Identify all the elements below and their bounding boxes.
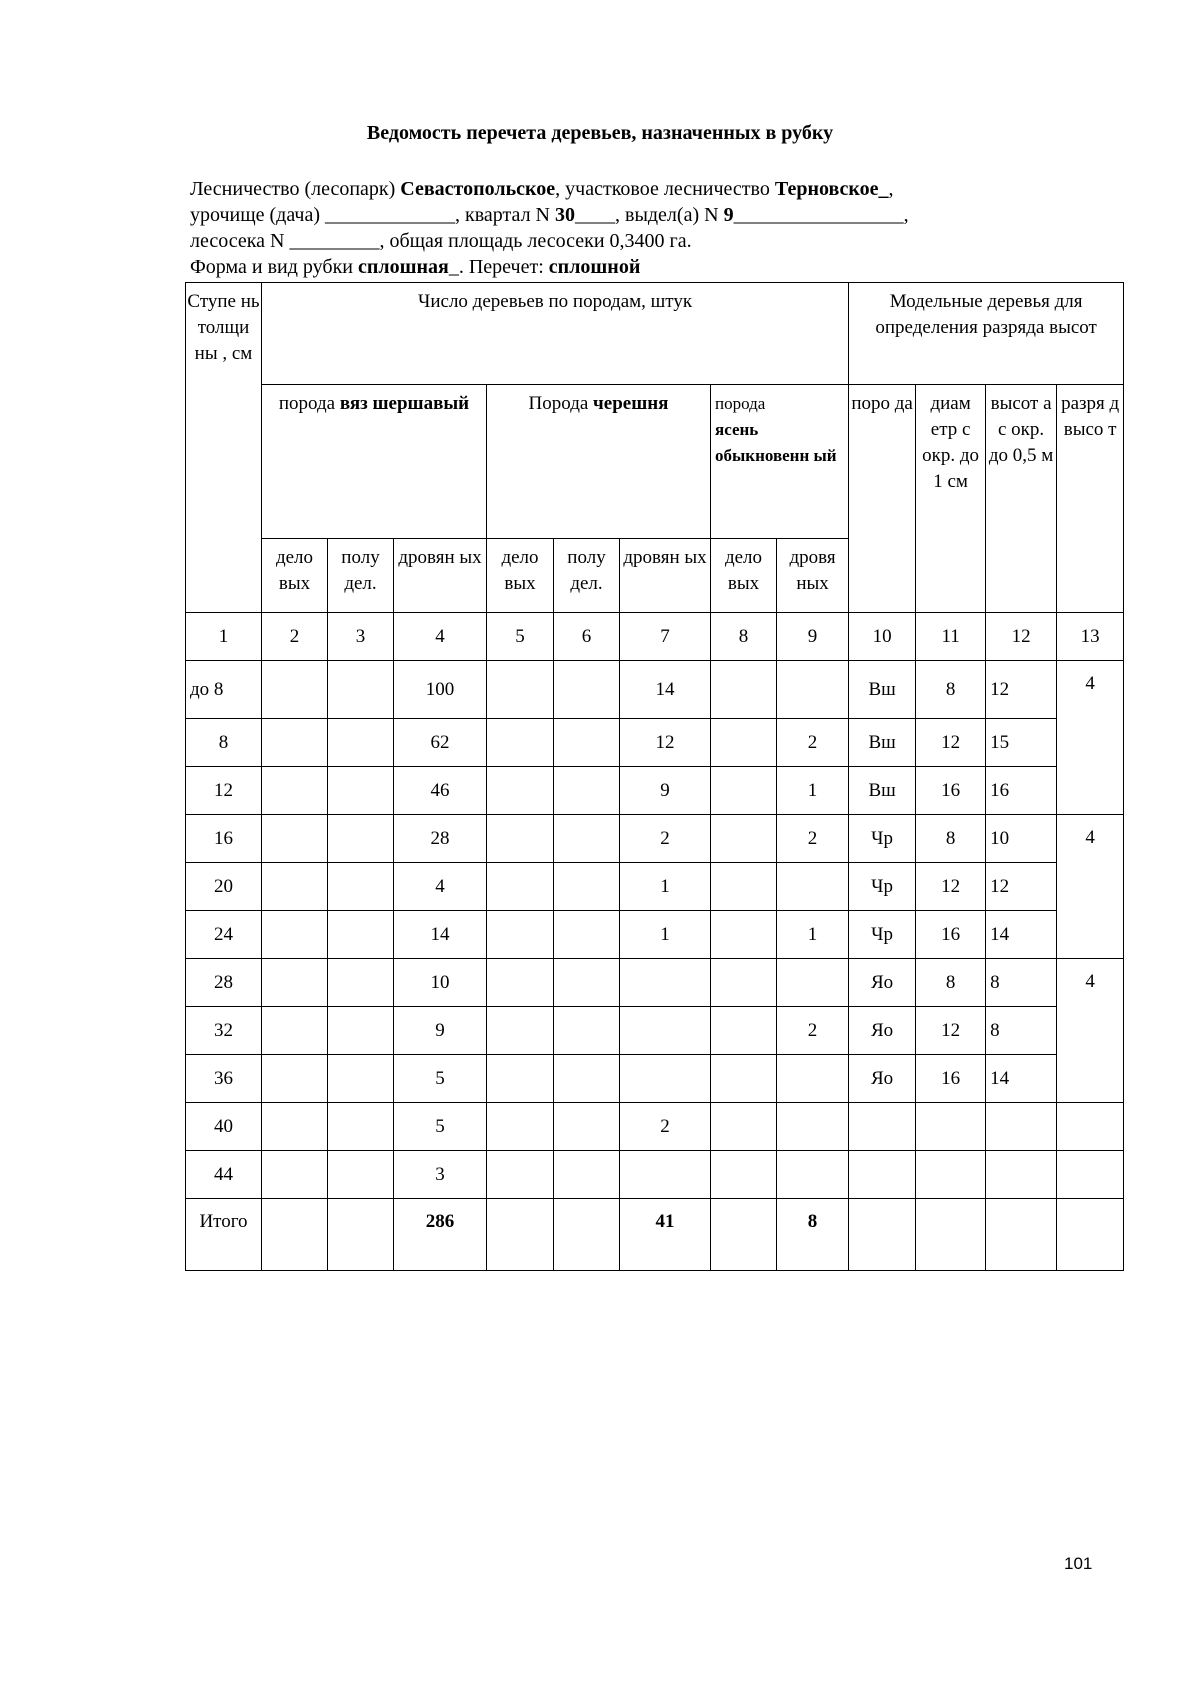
table-cell (711, 1055, 777, 1103)
table-cell (328, 863, 394, 911)
total-cell: 286 (394, 1199, 487, 1271)
table-cell: 12 (916, 1007, 986, 1055)
total-cell: 8 (777, 1199, 849, 1271)
height-class-cell: 4 (1057, 661, 1124, 815)
table-cell: 12 (916, 863, 986, 911)
tree-count-table (185, 282, 1124, 1271)
table-cell: Яо (849, 1007, 916, 1055)
header-line-3: лесосека N _________, общая площадь лесосеки 0,3400 га. (190, 230, 692, 252)
total-cell (849, 1199, 916, 1271)
table-cell (986, 1151, 1057, 1199)
table-cell (328, 719, 394, 767)
page-number: 101 (1064, 1554, 1093, 1573)
table-cell: 10 (394, 959, 487, 1007)
total-cell (554, 1199, 620, 1271)
model-col-species: поро да (849, 385, 916, 613)
table-cell (554, 767, 620, 815)
table-cell: 2 (620, 1103, 711, 1151)
model-trees-header: Модельные деревья для определения разряда высот (849, 283, 1124, 385)
table-cell: 5 (394, 1103, 487, 1151)
table-cell: 16 (916, 1055, 986, 1103)
header-line-2: урочище (дача) _____________, квартал N 30____, выдел(а) N 9_________________, (190, 204, 909, 226)
sub-header: полу дел. (554, 539, 620, 613)
table-cell (554, 863, 620, 911)
table-cell (711, 1007, 777, 1055)
table-cell (554, 1151, 620, 1199)
column-number: 11 (916, 613, 986, 661)
species-header-elm: порода вяз шершавый (262, 385, 487, 539)
table-cell (711, 911, 777, 959)
table-cell: 10 (986, 815, 1057, 863)
table-cell: Яо (849, 959, 916, 1007)
sub-header: дело вых (262, 539, 328, 613)
species-header-cherry: Порода черешня (487, 385, 711, 539)
table-cell: Яо (849, 1055, 916, 1103)
table-cell: 12 (986, 863, 1057, 911)
table-cell (554, 1103, 620, 1151)
table-row (186, 863, 1124, 911)
table-cell (1057, 1103, 1124, 1151)
table-cell (328, 815, 394, 863)
total-cell (487, 1199, 554, 1271)
table-cell (262, 911, 328, 959)
table-cell (262, 1151, 328, 1199)
table-row (186, 1151, 1124, 1199)
table-cell: 5 (394, 1055, 487, 1103)
column-number: 4 (394, 613, 487, 661)
table-row (186, 959, 1124, 1007)
table-cell: 1 (777, 767, 849, 815)
table-cell: Вш (849, 661, 916, 719)
table-cell (620, 1007, 711, 1055)
table-cell: 15 (986, 719, 1057, 767)
table-cell (554, 959, 620, 1007)
table-cell (328, 959, 394, 1007)
diameter-step-header: Ступе нь толщи ны , см (186, 283, 262, 613)
table-cell: 20 (186, 863, 262, 911)
table-cell: 8 (986, 1007, 1057, 1055)
table-cell (262, 719, 328, 767)
sub-header: дело вых (711, 539, 777, 613)
table-cell (849, 1151, 916, 1199)
table-cell: 14 (986, 911, 1057, 959)
table-row (186, 1007, 1124, 1055)
table-row (186, 1103, 1124, 1151)
table-cell: 16 (986, 767, 1057, 815)
table-cell: 8 (916, 959, 986, 1007)
table-cell (328, 767, 394, 815)
table-cell: Вш (849, 719, 916, 767)
table-cell (986, 1103, 1057, 1151)
total-cell (1057, 1199, 1124, 1271)
table-cell: 40 (186, 1103, 262, 1151)
table-cell (487, 1103, 554, 1151)
table-cell: 4 (394, 863, 487, 911)
table-cell (1057, 1151, 1124, 1199)
table-cell: 14 (394, 911, 487, 959)
height-class-cell: 4 (1057, 815, 1124, 959)
table-cell: 44 (186, 1151, 262, 1199)
table-cell: 14 (986, 1055, 1057, 1103)
model-col-height-class: разря д высо т (1057, 385, 1124, 613)
sub-header: дело вых (487, 539, 554, 613)
column-number: 3 (328, 613, 394, 661)
district-name: Терновское_ (774, 178, 889, 200)
table-body (186, 283, 1124, 1271)
table-cell: Чр (849, 815, 916, 863)
table-cell (711, 661, 777, 719)
document-title: Ведомость перечета деревьев, назначенных в рубку (366, 122, 834, 144)
total-cell (711, 1199, 777, 1271)
table-cell: 1 (620, 863, 711, 911)
table-cell (916, 1151, 986, 1199)
table-cell (849, 1103, 916, 1151)
table-cell (620, 1055, 711, 1103)
total-row (186, 1199, 1124, 1271)
table-cell (777, 1103, 849, 1151)
table-cell (262, 1007, 328, 1055)
table-cell: 12 (620, 719, 711, 767)
table-cell (554, 1007, 620, 1055)
table-cell (777, 661, 849, 719)
total-cell: 41 (620, 1199, 711, 1271)
column-number: 2 (262, 613, 328, 661)
table-cell: 100 (394, 661, 487, 719)
table-cell: 28 (394, 815, 487, 863)
table-cell (487, 911, 554, 959)
table-cell: 9 (620, 767, 711, 815)
table-cell (328, 1103, 394, 1151)
table-cell: 62 (394, 719, 487, 767)
table-cell (777, 863, 849, 911)
table-cell: 28 (186, 959, 262, 1007)
table-cell (711, 767, 777, 815)
table-row (186, 815, 1124, 863)
table-cell (554, 719, 620, 767)
table-cell (328, 911, 394, 959)
table-cell (777, 1055, 849, 1103)
table-cell (487, 863, 554, 911)
table-cell (328, 1007, 394, 1055)
table-cell: 36 (186, 1055, 262, 1103)
table-cell (487, 661, 554, 719)
table-cell: 12 (986, 661, 1057, 719)
table-cell: 2 (620, 815, 711, 863)
table-cell (487, 767, 554, 815)
table-cell (620, 1151, 711, 1199)
table-cell (487, 1007, 554, 1055)
table-cell: 14 (620, 661, 711, 719)
table-cell: 1 (620, 911, 711, 959)
total-cell (986, 1199, 1057, 1271)
table-cell: Чр (849, 911, 916, 959)
table-cell (487, 1055, 554, 1103)
table-cell (262, 1055, 328, 1103)
table-row (186, 661, 1124, 719)
table-cell: 16 (916, 767, 986, 815)
table-cell: 2 (777, 719, 849, 767)
table-cell: Вш (849, 767, 916, 815)
table-cell (554, 661, 620, 719)
table-cell (262, 767, 328, 815)
table-cell: 8 (916, 661, 986, 719)
table-cell: 16 (916, 911, 986, 959)
table-cell (487, 815, 554, 863)
table-cell (777, 1151, 849, 1199)
table-cell (554, 911, 620, 959)
species-group-header: Число деревьев по породам, штук (262, 283, 849, 385)
table-cell: Чр (849, 863, 916, 911)
table-cell (916, 1103, 986, 1151)
sub-header: дровян ых (620, 539, 711, 613)
table-cell (711, 1151, 777, 1199)
table-cell: 9 (394, 1007, 487, 1055)
table-cell (328, 1151, 394, 1199)
table-cell (711, 815, 777, 863)
table-cell (777, 959, 849, 1007)
total-cell (262, 1199, 328, 1271)
sub-header: полу дел. (328, 539, 394, 613)
table-cell (711, 719, 777, 767)
table-cell: 12 (916, 719, 986, 767)
table-cell (711, 1103, 777, 1151)
height-class-cell: 4 (1057, 959, 1124, 1103)
model-col-diameter: диам етр с окр. до 1 см (916, 385, 986, 613)
column-number: 6 (554, 613, 620, 661)
table-row (186, 719, 1124, 767)
table-cell: 3 (394, 1151, 487, 1199)
table-cell (620, 959, 711, 1007)
forestry-name: Севастопольское (400, 178, 556, 200)
table-cell (711, 863, 777, 911)
sub-header: дровян ых (394, 539, 487, 613)
quarter-number: 30 (555, 204, 575, 226)
table-cell (711, 959, 777, 1007)
cut-type: сплошная (358, 256, 449, 278)
table-cell: 2 (777, 815, 849, 863)
column-number: 9 (777, 613, 849, 661)
species-header-ash: порода ясень обыкновенн ый (711, 385, 849, 539)
table-cell (262, 863, 328, 911)
total-cell: Итого (186, 1199, 262, 1271)
table-cell: 8 (186, 719, 262, 767)
table-cell (262, 959, 328, 1007)
column-number: 10 (849, 613, 916, 661)
table-cell (487, 959, 554, 1007)
table-cell (262, 1103, 328, 1151)
section-number: 9 (723, 204, 734, 226)
table-cell (262, 661, 328, 719)
column-number: 8 (711, 613, 777, 661)
table-row (186, 911, 1124, 959)
column-number: 12 (986, 613, 1057, 661)
table-cell (554, 1055, 620, 1103)
table-cell (487, 719, 554, 767)
total-cell (916, 1199, 986, 1271)
table-cell (328, 1055, 394, 1103)
table-cell: 2 (777, 1007, 849, 1055)
header-line-1: Лесничество (лесопарк) Севастопольское, участковое лесничество Терновское_, (190, 178, 894, 200)
table-cell: 8 (916, 815, 986, 863)
column-number: 5 (487, 613, 554, 661)
count-type: сплошной (548, 256, 641, 278)
sub-header: дровя ных (777, 539, 849, 613)
column-number: 7 (620, 613, 711, 661)
table-cell: 16 (186, 815, 262, 863)
model-col-height: высот а с окр. до 0,5 м (986, 385, 1057, 613)
column-number: 1 (186, 613, 262, 661)
table-cell (487, 1151, 554, 1199)
table-cell (554, 815, 620, 863)
table-cell: до 8 (186, 661, 262, 719)
table-row (186, 767, 1124, 815)
table-cell (262, 815, 328, 863)
table-row (186, 1055, 1124, 1103)
column-number: 13 (1057, 613, 1124, 661)
table-cell: 32 (186, 1007, 262, 1055)
table-cell: 46 (394, 767, 487, 815)
column-number-row (186, 613, 1124, 661)
table-cell (328, 661, 394, 719)
table-cell: 24 (186, 911, 262, 959)
table-cell: 1 (777, 911, 849, 959)
table-cell: 12 (186, 767, 262, 815)
total-cell (328, 1199, 394, 1271)
header-line-4: Форма и вид рубки сплошная_. Перечет: сплошной (190, 256, 641, 278)
table-cell: 8 (986, 959, 1057, 1007)
